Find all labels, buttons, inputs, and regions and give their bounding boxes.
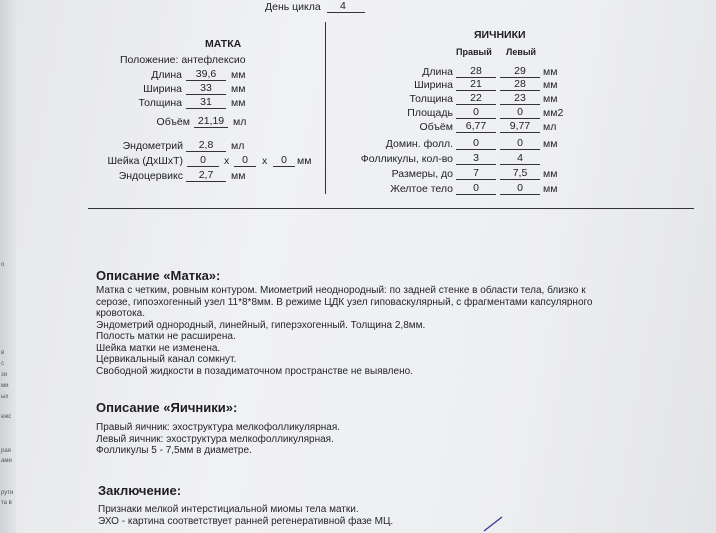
margin-fragment: ых: [1, 394, 9, 400]
uterus-width-unit: мм: [231, 83, 246, 95]
uterus-description-heading: Описание «Матка»:: [96, 268, 221, 283]
follicle-size-right: 7: [456, 167, 496, 180]
section-divider: [88, 208, 694, 209]
pen-mark: [482, 514, 504, 532]
uterus-description-line: серозе, гипоэхогенный узел 11*8*8мм. В режиме ЦДК узел гиповаскулярный, с фрагментами капсулярного: [96, 296, 593, 308]
follicle-size-unit: мм: [543, 168, 558, 180]
uterus-length-unit: мм: [231, 69, 246, 81]
dominant-follicle-label: Домин. фолл.: [385, 138, 453, 150]
ovary-volume-right: 6,77: [456, 120, 496, 133]
uterus-description-line: Свободной жидкости в позадиматочном пространстве не выявлено.: [96, 365, 413, 377]
ovary-thickness-label: Толщина: [409, 93, 453, 105]
endometrium-label: Эндометрий: [122, 140, 183, 152]
uterus-volume-value: 21,19: [194, 115, 228, 128]
uterus-volume-label: Объём: [156, 116, 190, 128]
uterus-volume-unit: мл: [233, 116, 247, 128]
ovary-thickness-right: 22: [456, 92, 496, 105]
uterus-description-text: [96, 285, 593, 377]
follicle-count-right: 3: [456, 152, 496, 165]
conclusion-text: [98, 504, 393, 527]
margin-fragment: рути: [1, 490, 14, 496]
endocervix-label: Эндоцервикс: [118, 170, 183, 182]
ovary-volume-unit: мл: [543, 121, 557, 133]
uterus-description-line: Шейка матки не изменена.: [96, 342, 221, 354]
endometrium-value: 2,8: [186, 139, 226, 152]
uterus-length-label: Длина: [151, 69, 182, 81]
conclusion-heading: Заключение:: [98, 483, 182, 498]
dominant-follicle-left: 0: [500, 137, 540, 150]
ovary-length-label: Длина: [422, 66, 453, 78]
ovary-length-unit: мм: [543, 66, 558, 78]
ovaries-title: ЯИЧНИКИ: [474, 29, 526, 41]
ovary-width-right: 21: [456, 78, 496, 91]
ovary-area-unit: мм2: [543, 107, 564, 119]
ovaries-description-line: Правый яичник: эхоструктура мелкофолликулярная.: [96, 422, 341, 433]
column-divider: [325, 22, 326, 194]
cervix-label: Шейка (ДхШхТ): [107, 155, 183, 167]
margin-fragment: ами: [1, 458, 12, 464]
cervix-times-2: x: [262, 155, 268, 167]
ovaries-description-line: Левый яичник: эхоструктура мелкофолликулярная.: [96, 433, 334, 445]
dominant-follicle-unit: мм: [543, 138, 558, 150]
cervix-length-value: 0: [187, 154, 219, 167]
ovary-length-right: 28: [456, 65, 496, 78]
corpus-luteum-label: Желтое тело: [390, 183, 453, 195]
ovaries-description-heading: Описание «Яичники»:: [96, 400, 238, 415]
endocervix-unit: мм: [231, 170, 246, 182]
ovary-length-left: 29: [500, 65, 540, 78]
cervix-times-1: x: [224, 155, 230, 167]
ovary-right-header: Правый: [456, 47, 492, 57]
uterus-description-line: Цервикальный канал сомкнут.: [96, 354, 237, 365]
cervix-unit: мм: [297, 155, 312, 167]
ovary-volume-left: 9,77: [500, 120, 540, 133]
uterus-thickness-unit: мм: [231, 97, 246, 109]
follicle-size-label: Размеры, до: [391, 168, 453, 180]
uterus-position: Положение: антефлексио: [120, 54, 246, 66]
uterus-description-line: Матка с четким, ровным контуром. Миометрий неоднородный: по задней стенке в области тела, близко к: [96, 285, 586, 296]
corpus-luteum-unit: мм: [543, 183, 558, 195]
uterus-title: МАТКА: [205, 38, 242, 50]
uterus-length-value: 39,6: [186, 68, 226, 81]
cycle-day-value: 4: [340, 0, 346, 12]
cycle-day-underline: [327, 12, 365, 13]
margin-fragment: зя: [1, 372, 7, 378]
margin-fragment: рая: [1, 448, 11, 454]
follicle-size-left: 7,5: [500, 167, 540, 180]
uterus-description-line: Эндометрий однородный, линейный, гиперэхогенный. Толщина 2,8мм.: [96, 319, 426, 331]
margin-fragment: о: [1, 262, 5, 268]
previous-page-edge: [0, 0, 16, 533]
ovary-thickness-left: 23: [500, 92, 540, 105]
cycle-day-label: День цикла: [265, 1, 321, 13]
uterus-width-value: 33: [186, 82, 226, 95]
ovary-area-label: Площадь: [407, 107, 453, 119]
dominant-follicle-right: 0: [456, 137, 496, 150]
margin-fragment: с: [1, 361, 4, 367]
endometrium-unit: мл: [231, 140, 245, 152]
margin-fragment: в: [1, 350, 5, 356]
ovary-width-left: 28: [500, 78, 540, 91]
ovaries-description-line: Фолликулы 5 - 7,5мм в диаметре.: [96, 445, 252, 456]
conclusion-line: ЭХО - картина соответствует ранней регенеративной фазе МЦ.: [98, 515, 394, 527]
ovary-width-label: Ширина: [414, 79, 453, 91]
cervix-width-value: 0: [234, 154, 256, 167]
ovary-area-right: 0: [456, 106, 496, 119]
uterus-description-line: кровотока.: [96, 308, 146, 319]
ovary-area-left: 0: [500, 106, 540, 119]
uterus-thickness-label: Толщина: [138, 97, 182, 109]
endocervix-value: 2,7: [186, 169, 226, 182]
ovary-width-unit: мм: [543, 79, 558, 91]
conclusion-line: Признаки мелкой интерстициальной миомы тела матки.: [98, 504, 359, 515]
ovary-thickness-unit: мм: [543, 93, 558, 105]
follicle-count-left: 4: [500, 152, 540, 165]
ovary-volume-label: Объём: [419, 121, 453, 133]
ovary-left-header: Левый: [506, 47, 537, 57]
corpus-luteum-right: 0: [456, 182, 496, 195]
margin-fragment: ежс: [1, 414, 12, 420]
uterus-description-line: Полость матки не расширена.: [96, 331, 236, 342]
uterus-width-label: Ширина: [143, 83, 182, 95]
margin-fragment: ми: [1, 383, 9, 389]
follicle-count-label: Фолликулы, кол-во: [360, 153, 453, 165]
uterus-thickness-value: 31: [186, 96, 226, 109]
ovaries-description-text: [96, 422, 340, 457]
corpus-luteum-left: 0: [500, 182, 540, 195]
cervix-thickness-value: 0: [273, 154, 295, 167]
margin-fragment: та в: [1, 500, 12, 506]
